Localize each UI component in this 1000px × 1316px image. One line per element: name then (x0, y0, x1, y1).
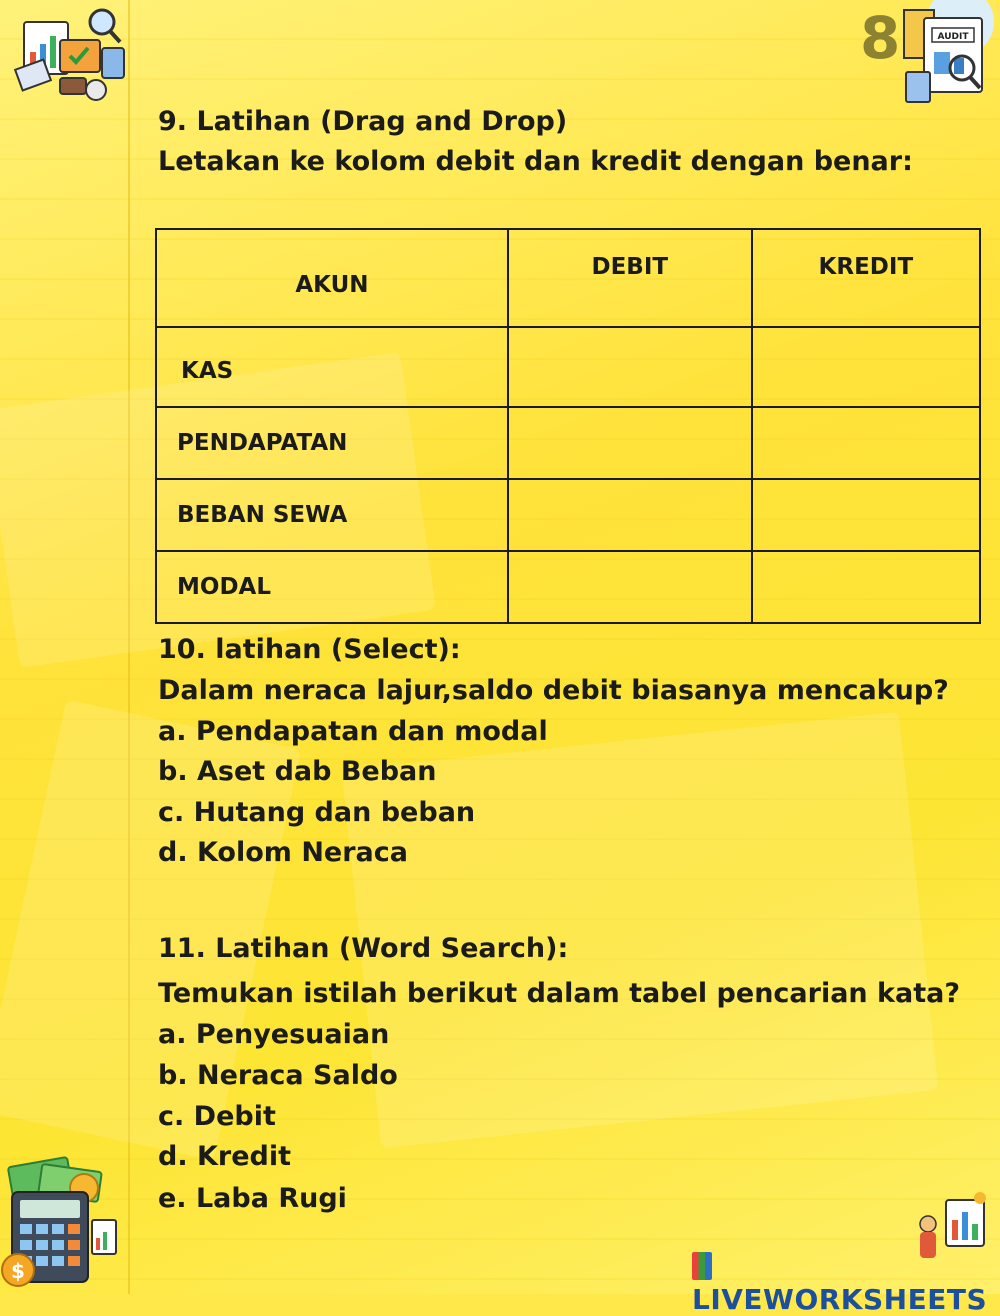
svg-text:$: $ (11, 1259, 25, 1283)
section10-option-a[interactable]: a. Pendapatan dan modal (158, 716, 548, 747)
liveworksheets-brand: LIVEWORKSHEETS (692, 1283, 988, 1316)
account-beban-sewa: BEBAN SEWA (156, 479, 508, 551)
debit-credit-table (155, 228, 981, 624)
section11-question: Temukan istilah berikut dalam tabel pencarian kata? (158, 978, 961, 1009)
section10-option-d[interactable]: d. Kolom Neraca (158, 837, 408, 868)
section10-option-c[interactable]: c. Hutang dan beban (158, 797, 476, 828)
liveworksheets-logo (692, 1250, 1000, 1316)
page-number: 8 (860, 4, 901, 72)
liveworksheets-mark-icon (692, 1252, 712, 1280)
section11-item-a: a. Penyesuaian (158, 1019, 390, 1050)
finance-doodle-icon (10, 4, 130, 104)
header-akun: AKUN (156, 229, 508, 327)
debit-drop-zone-beban-sewa[interactable] (508, 479, 752, 551)
account-kas: KAS (156, 327, 508, 407)
kredit-drop-zone-modal[interactable] (752, 551, 980, 623)
section9-instruction: Letakan ke kolom debit dan kredit dengan benar: (158, 146, 913, 177)
table-row (156, 551, 980, 623)
kredit-drop-zone-pendapatan[interactable] (752, 407, 980, 479)
audit-label: AUDIT (937, 32, 969, 42)
section10-option-b[interactable]: b. Aset dab Beban (158, 756, 437, 787)
section10-question: Dalam neraca lajur,saldo debit biasanya mencakup? (158, 675, 949, 706)
debit-drop-zone-kas[interactable] (508, 327, 752, 407)
audit-clipboard-icon (898, 0, 998, 110)
section10-title: 10. latihan (Select): (158, 634, 461, 665)
account-pendapatan: PENDAPATAN (156, 407, 508, 479)
section11-item-b: b. Neraca Saldo (158, 1060, 398, 1091)
section11-title: 11. Latihan (Word Search): (158, 933, 569, 964)
account-modal: MODAL (156, 551, 508, 623)
section11-item-e: e. Laba Rugi (158, 1183, 347, 1214)
calculator-money-icon (0, 1158, 122, 1292)
header-debit: DEBIT (508, 229, 752, 327)
section11-item-d: d. Kredit (158, 1141, 292, 1172)
table-header-row (156, 229, 980, 327)
debit-drop-zone-modal[interactable] (508, 551, 752, 623)
table-row (156, 407, 980, 479)
header-kredit: KREDIT (752, 229, 980, 327)
table-row (156, 327, 980, 407)
kredit-drop-zone-kas[interactable] (752, 327, 980, 407)
table-row (156, 479, 980, 551)
kredit-drop-zone-beban-sewa[interactable] (752, 479, 980, 551)
section11-item-c: c. Debit (158, 1101, 276, 1132)
section9-title: 9. Latihan (Drag and Drop) (158, 106, 568, 137)
debit-drop-zone-pendapatan[interactable] (508, 407, 752, 479)
